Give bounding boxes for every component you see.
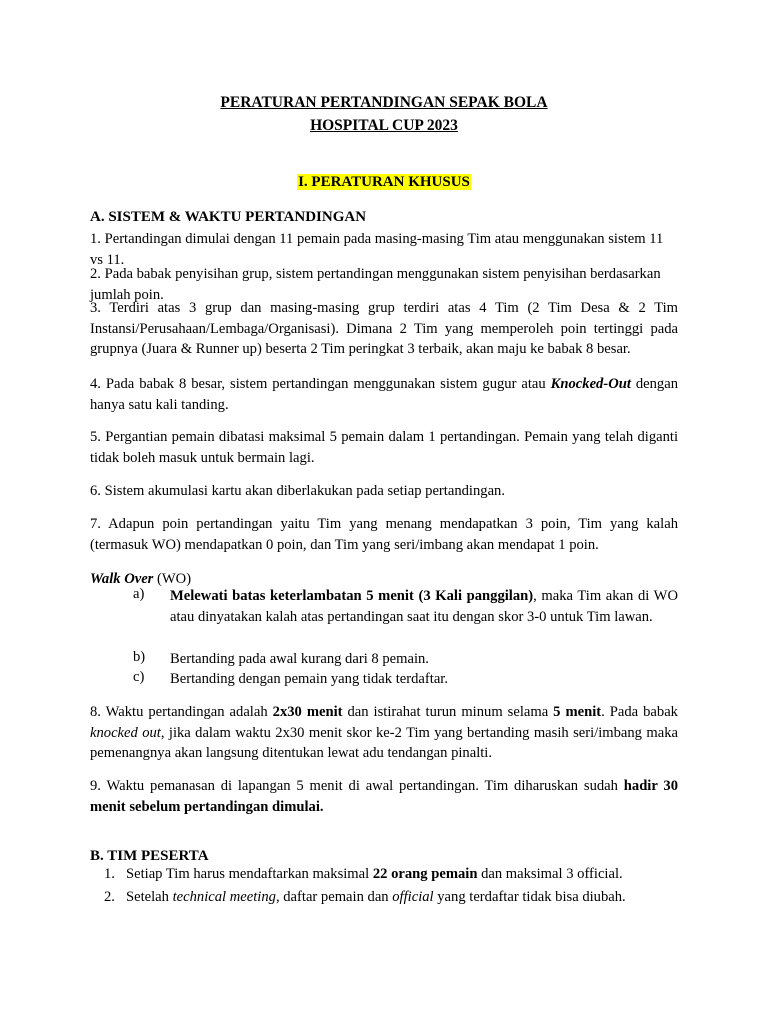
- paragraph-6: 6. Sistem akumulasi kartu akan diberlakukan pada setiap pertandingan.: [90, 483, 505, 499]
- tim-item-2-italic-2: official: [392, 889, 434, 905]
- tim-item-2-tail: yang terdaftar tidak bisa diubah.: [433, 889, 626, 905]
- paragraph-8-bold-1: 2x30 menit: [272, 704, 343, 720]
- tim-item-2-number: 2.: [104, 889, 115, 905]
- paragraph-8-text-3: . Pada babak: [601, 704, 678, 720]
- wo-item-a-bold: Melewati batas keterlambatan 5 menit (3 Kali panggilan): [170, 588, 534, 604]
- wo-item-c: Bertanding dengan pemain yang tidak terdaftar.: [170, 671, 448, 687]
- paragraph-2: 2. Pada babak penyisihan grup, sistem pertandingan menggunakan sistem penyisihan berdasarkan jumlah poin.: [90, 266, 661, 303]
- heading-tim-peserta: B. TIM PESERTA: [90, 848, 209, 864]
- tim-item-2: [126, 889, 686, 906]
- document-title-line-2: HOSPITAL CUP 2023: [310, 117, 458, 134]
- wo-item-c-marker: c): [133, 669, 145, 685]
- paragraph-8-text-4: , jika dalam waktu 2x30 menit skor ke-2 Tim yang bertanding masih seri/imbang maka pemenangnya akan langsung ditentukan lewat adu tendangan pinalti.: [90, 724, 678, 761]
- wo-item-a-marker: a): [133, 586, 145, 602]
- paragraph-8-text-1: 8. Waktu pertandingan adalah: [90, 704, 273, 720]
- paragraph-7: 7. Adapun poin pertandingan yaitu Tim yang menang mendapatkan 3 poin, Tim yang kalah (termasuk WO) mendapatkan 0 poin, dan Tim yang seri/imbang akan mendapat 1 poin.: [90, 516, 678, 553]
- wo-item-b: Bertanding pada awal kurang dari 8 pemain.: [170, 651, 429, 667]
- tim-item-1-number: 1.: [104, 866, 115, 882]
- paragraph-4-text: 4. Pada babak 8 besar, sistem pertandingan menggunakan sistem gugur atau: [90, 376, 551, 392]
- wo-item-a-text: , maka Tim akan di WO atau dinyatakan kalah atas pertandingan saat itu dengan skor 3-0 untuk Tim lawan.: [170, 588, 678, 625]
- document-title-line-1: PERATURAN PERTANDINGAN SEPAK BOLA: [220, 94, 548, 111]
- paragraph-3: 3. Terdiri atas 3 grup dan masing-masing grup terdiri atas 4 Tim (2 Tim Desa & 2 Tim Instansi/Perusahaan/Lembaga/Organisasi). Dimana 2 Tim yang memperoleh poin tertinggi pada grupnya (Juara & Runner up) beserta 2 Tim peringkat 3 terbaik, akan maju ke babak 8 besar.: [90, 300, 678, 357]
- walk-over-abbr: (WO): [153, 571, 192, 587]
- tim-item-2-italic-1: technical meeting: [172, 889, 276, 905]
- paragraph-9-text: 9. Waktu pemanasan di lapangan 5 menit di awal pertandingan. Tim diharuskan sudah: [90, 778, 624, 794]
- paragraph-5: 5. Pergantian pemain dibatasi maksimal 5 pemain dalam 1 pertandingan. Pemain yang telah diganti tidak boleh masuk untuk bermain lagi.: [90, 429, 678, 466]
- tim-item-2-text-1: Setelah: [126, 889, 173, 905]
- tim-item-1-text: Setiap Tim harus mendaftarkan maksimal: [126, 866, 373, 882]
- paragraph-9-bold: hadir 30 menit sebelum pertandingan dimulai.: [90, 778, 678, 815]
- walk-over-label: Walk Over: [90, 571, 154, 587]
- paragraph-8-italic: knocked out: [90, 724, 161, 741]
- paragraph-1: 1. Pertandingan dimulai dengan 11 pemain pada masing-masing Tim atau menggunakan sistem 11 vs 11.: [90, 231, 664, 268]
- highlighted-section-label: I. PERATURAN KHUSUS: [298, 174, 470, 190]
- tim-item-2-text-2: , daftar pemain dan: [275, 889, 393, 905]
- tim-item-1-bold: 22 orang pemain: [372, 866, 478, 882]
- paragraph-4-tail: dengan hanya satu kali tanding.: [90, 376, 679, 413]
- paragraph-4-emphasis: Knocked-Out: [550, 376, 631, 392]
- paragraph-8: [90, 702, 678, 764]
- wo-item-a: [170, 586, 678, 628]
- paragraph-8-text-2: dan istirahat turun minum selama: [342, 704, 554, 720]
- paragraph-9: [90, 776, 678, 817]
- heading-sistem-waktu: A. SISTEM & WAKTU PERTANDINGAN: [90, 209, 367, 225]
- tim-item-1: [126, 866, 686, 883]
- paragraph-8-bold-2: 5 menit: [553, 704, 602, 720]
- wo-item-b-marker: b): [133, 649, 146, 665]
- section-title-peraturan-khusus: [0, 174, 768, 191]
- paragraph-4: [90, 374, 678, 415]
- tim-item-1-tail: dan maksimal 3 official.: [477, 866, 623, 882]
